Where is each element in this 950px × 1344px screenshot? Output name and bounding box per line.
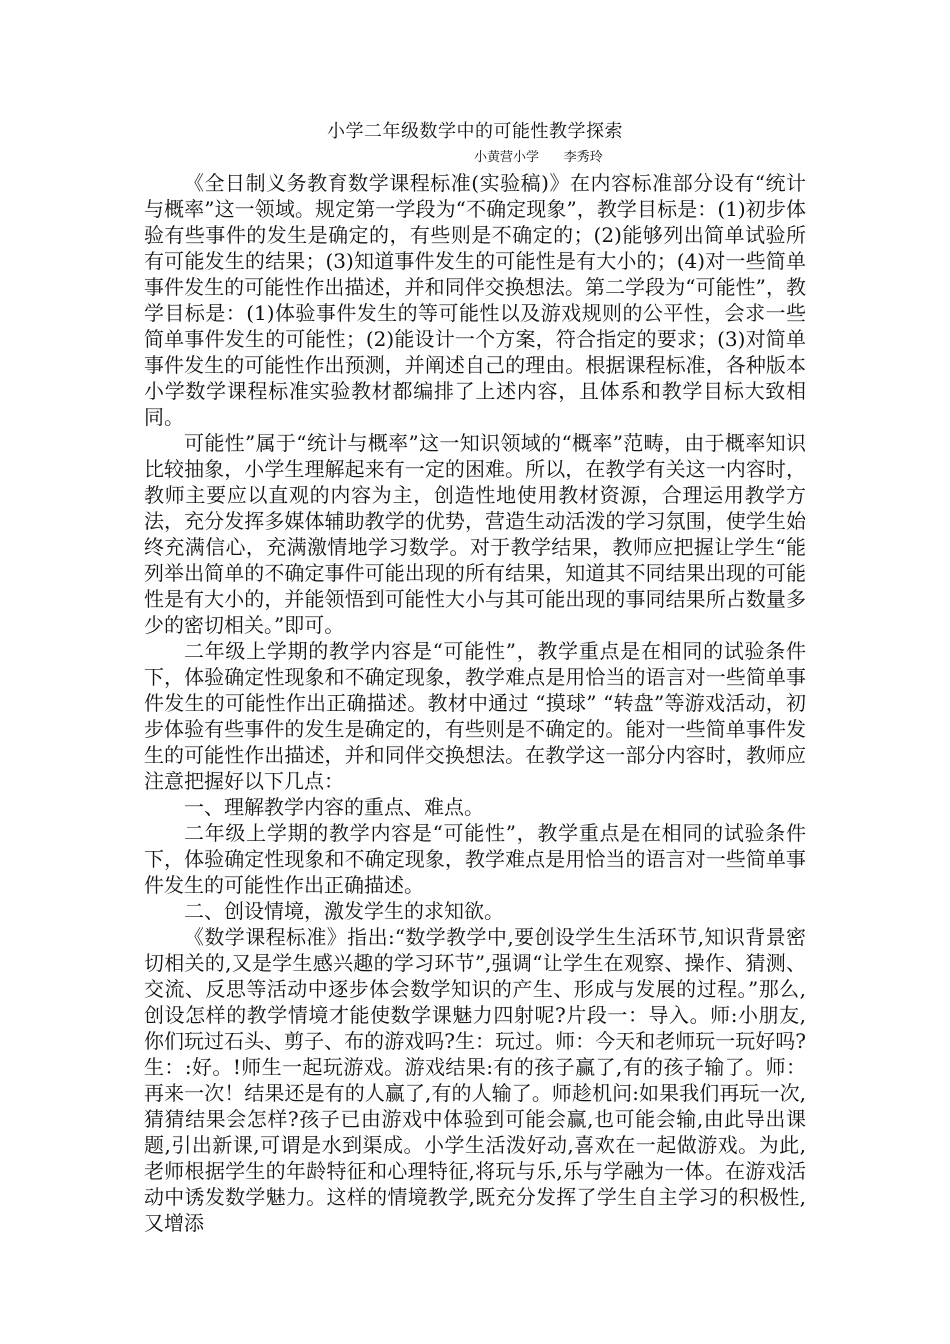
author-line: 小黄营小学 李秀玲 — [474, 150, 603, 165]
paragraph-possibility-concept: 可能性”属于“统计与概率”这一知识领域的“概率”范畴，由于概率知识比较抽象，小学生理解起来有一定的困难。所以，在教学有关这一内容时，教师主要应以直观的内容为主，创造性地使用教材资源，合理运用教学方法，充分发挥多媒体辅助教学的优势，营造生动活泼的学习氛围，使学生始终充满信心，充满激情地学习数学。对于教学结果，教师应把握让学生“能列举出简单的不确定事件可能出现的所有结果，知道其不同结果出现的可能性是有大小的，并能领悟到可能性大小与其可能出现的事同结果所占数量多少的密切相关。”即可。 — [144, 431, 806, 637]
section-heading-one: 一、理解教学内容的重点、难点。 — [184, 795, 484, 819]
paragraph-grade-two-content: 二年级上学期的教学内容是“可能性”，教学重点是在相同的试验条件下，体验确定性现象和不确定现象，教学难点是用恰当的语言对一些简单事件发生的可能性作出正确描述。教材中通过 “摸球” “转盘”等游戏活动，初步体验有些事件的发生是确定的，有些则是不确定的。能对一些简单事件发生的可能性作出描述，并和同伴交换想法。在教学这一部分内容时，教师应注意把握好以下几点： — [144, 639, 806, 793]
section-heading-two: 二、创设情境，激发学生的求知欲。 — [184, 899, 504, 923]
paragraph-standards: 《全日制义务教育数学课程标准(实验稿)》在内容标准部分设有“统计与概率”这一领域。规定第一学段为“不确定现象”，教学目标是：(1)初步体验有些事件的发生是确定的，有些则是不确定的；(2)能够列出简单试验所有可能发生的结果；(3)知道事件发生的可能性是有大小的；(4)对一些简单事件发生的可能性作出描述，并和同伴交换想法。第二学段为“可能性”，教学目标是：(1)体验事件发生的等可能性以及游戏规则的公平性，会求一些简单事件发生的可能性；(2)能设计一个方案，符合指定的要求；(3)对简单事件发生的可能性作出预测，并阐述自己的理由。根据课程标准，各种版本小学数学课程标准实验教材都编排了上述内容，且体系和教学目标大致相同。 — [144, 171, 806, 429]
document-body — [144, 170, 806, 1236]
paragraph-key-points: 二年级上学期的教学内容是“可能性”，教学重点是在相同的试验条件下，体验确定性现象和不确定现象，教学难点是用恰当的语言对一些简单事件发生的可能性作出正确描述。 — [144, 821, 806, 897]
paragraph-situation: 《数学课程标准》指出:“数学教学中,要创设学生生活环节,知识背景密切相关的,又是学生感兴趣的学习环节”,强调“让学生在观察、操作、猜测、交流、反思等活动中逐步体会数学知识的产生、形成与发展的过程。”那么,创设怎样的教学情境才能使数学课魅力四射呢?片段一：导入。师:小朋友,你们玩过石头、剪子、布的游戏吗?生：玩过。师：今天和老师玩一玩好吗?生：:好。!师生一起玩游戏。游戏结果:有的孩子赢了,有的孩子输了。师：再来一次！结果还是有的人赢了,有的人输了。师趁机问:如果我们再玩一次,猜猜结果会怎样?孩子已由游戏中体验到可能会赢,也可能会输,由此导出课题,引出新课,可谓是水到渠成。小学生活泼好动,喜欢在一起做游戏。为此,老师根据学生的年龄特征和心理特征,将玩与乐,乐与学融为一体。在游戏活动中诱发数学魅力。这样的情境教学,既充分发挥了学生自主学习的积极性,又增添 — [144, 925, 806, 1235]
document-title: 小学二年级数学中的可能性教学探索 — [327, 121, 623, 142]
